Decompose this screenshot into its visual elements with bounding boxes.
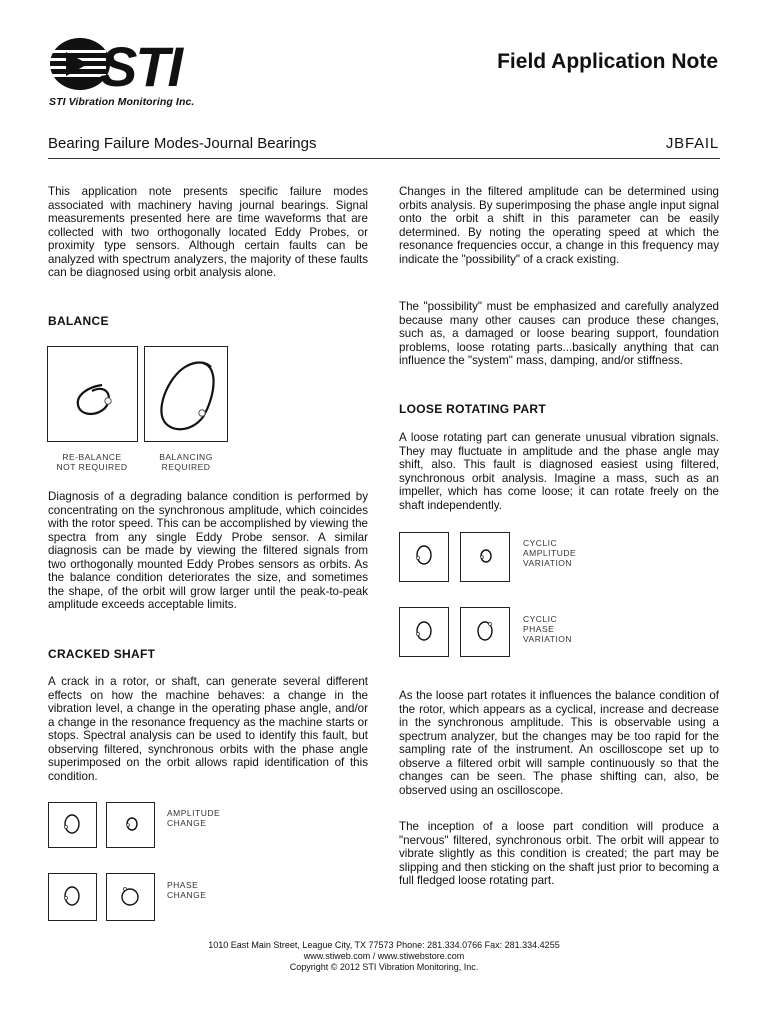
footer bbox=[0, 940, 768, 973]
cracked-shaft-paragraph: A crack in a rotor, or shaft, can generate several different effects on how the machine behaves: a change in the vibration level, a change in the operating phase angle, and/or a change in the resonance frequency as the machine starts or stops. Spectral analysis can be used to identify this fault, but observing filtered, synchronous orbits with the phase angle superimposed on the orbit allows rapid identification of this condition. bbox=[48, 675, 368, 783]
balance-orbit-large bbox=[144, 346, 228, 442]
cyclic-phase-orbit-1 bbox=[399, 607, 449, 657]
loose-part-heading: LOOSE ROTATING PART bbox=[399, 402, 547, 416]
cyclic-phase-orbit-2 bbox=[460, 607, 510, 657]
possibility-paragraph: The "possibility" must be emphasized and carefully analyzed because many other causes can produce these changes, such as, a damaged or loose bearing support, foundation problems, loose rotating parts...basically anything that can influence the "system" mass, damping, and/or stiffness. bbox=[399, 300, 719, 367]
balance-heading: BALANCE bbox=[48, 314, 109, 328]
header-divider bbox=[48, 158, 720, 159]
document-code: JBFAIL bbox=[665, 135, 719, 152]
cyclic-amplitude-orbit-1 bbox=[399, 532, 449, 582]
amplitude-orbit-after bbox=[106, 802, 155, 848]
intro-paragraph: This application note presents specific failure modes associated with machinery having journal bearings. Signal measurements presented here are time waveforms that are collected with two orthogonally located Eddy Probes, or proximity type sensors. Although certain faults can be analyzed with spectrum analyzers, the majority of these faults can be diagnosed using orbit analysis alone. bbox=[48, 185, 368, 279]
page-title: Bearing Failure Modes-Journal Bearings bbox=[48, 135, 317, 152]
balance-paragraph: Diagnosis of a degrading balance condition is performed by concentrating on the synchronous amplitude, which coincides with the rotor speed. This can be accomplished by viewing the spectra from any single Eddy Probe sensor. A similar diagnosis can be made by viewing the filtered signals from two orthogonally mounted Eddy Probes sensors as orbits. As the balance condition deteriorates the size, and sometimes the shape, of the orbit will grow larger until the peak-to-peak amplitude exceeds acceptable limits. bbox=[48, 490, 368, 611]
balancing-label: BALANCING REQUIRED bbox=[159, 452, 213, 472]
company-name: STI Vibration Monitoring Inc. bbox=[49, 96, 195, 108]
amplitude-change-label: AMPLITUDE CHANGE bbox=[167, 808, 221, 828]
loose-rotates-paragraph: As the loose part rotates it influences the balance condition of the rotor, which appears as a cyclical, increase and decrease in the synchronous amplitude. This is observable using a spectrum analyzer, but the changes may be too rapid for the sampling rate of the instrument. An oscilloscope set up to observe a filtered orbit will sample continuously so that the changes can be seen. The phase shifting can, also, be observed using an oscilloscope. bbox=[399, 689, 719, 797]
cracked-shaft-heading: CRACKED SHAFT bbox=[48, 647, 156, 661]
footer-copyright: Copyright © 2012 STI Vibration Monitoring, Inc. bbox=[289, 962, 479, 972]
inception-paragraph: The inception of a loose part condition will produce a "nervous" filtered, synchronous orbit. The orbit will appear to vibrate slightly as this condition is created; the part may be slipping and then sticking on the shaft just prior to becoming a full fledged loose rotating part. bbox=[399, 820, 719, 887]
phase-orbit-before bbox=[48, 873, 97, 921]
phase-change-label: PHASE CHANGE bbox=[167, 880, 207, 900]
footer-address: 1010 East Main Street, League City, TX 77573 Phone: 281.334.0766 Fax: 281.334.4255 bbox=[208, 940, 560, 950]
footer-web[interactable]: www.stiweb.com / www.stiwebstore.com bbox=[303, 951, 465, 961]
cyclic-amplitude-orbit-2 bbox=[460, 532, 510, 582]
loose-part-paragraph: A loose rotating part can generate unusual vibration signals. They may fluctuate in amplitude and the phase angle may shift, also. This fault is diagnosed easiest using filtered, synchronous orbit analysis. Imagine a mass, such as an impeller, which has come loose; it can rotate freely on the shaft independently. bbox=[399, 431, 719, 512]
crack-continued-paragraph: Changes in the filtered amplitude can be determined using orbits analysis. By superimposing the phase angle input signal onto the orbit a shift in this parameter can be easily determined. By noting the operating speed at which the resonance frequencies occur, a change in this frequency may indicate the "possibility" of a crack existing. bbox=[399, 185, 719, 266]
rebalance-label: RE-BALANCE NOT REQUIRED bbox=[56, 452, 128, 472]
document-type: Field Application Note bbox=[497, 50, 718, 73]
amplitude-orbit-before bbox=[48, 802, 97, 848]
logo-text: STI bbox=[100, 36, 182, 94]
sti-logo bbox=[48, 36, 223, 94]
phase-orbit-after bbox=[106, 873, 155, 921]
cyclic-amplitude-label: CYCLIC AMPLITUDE VARIATION bbox=[523, 538, 577, 568]
balance-orbit-small bbox=[47, 346, 138, 442]
cyclic-phase-label: CYCLIC PHASE VARIATION bbox=[523, 614, 573, 644]
